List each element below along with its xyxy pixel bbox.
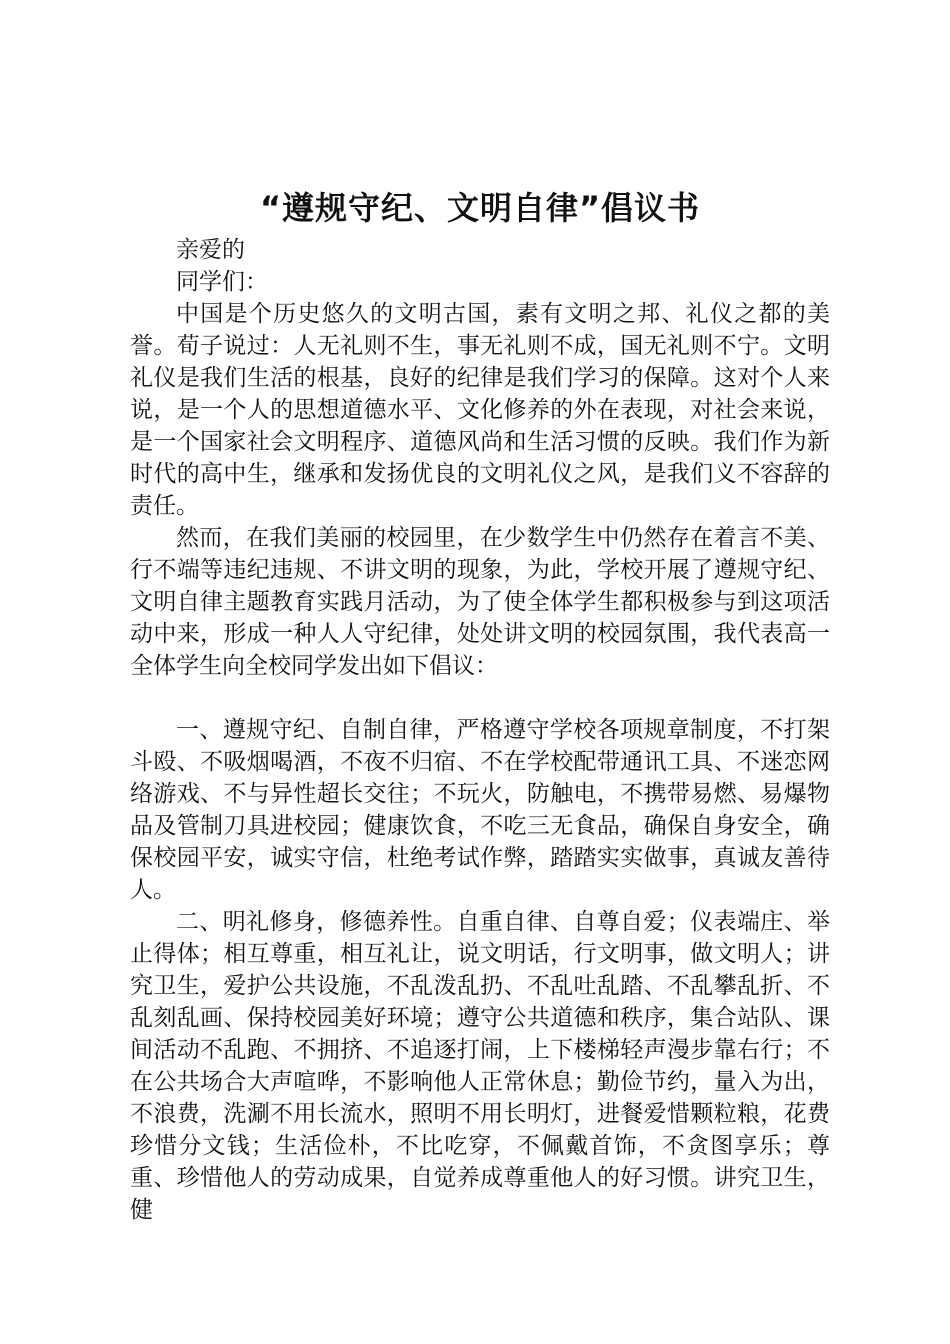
paragraph-proposal-1: 一、遵规守纪、自制自律，严格遵守学校各项规章制度，不打架斗殴、不吸烟喝酒，不夜不归宿、不在学校配带通讯工具、不迷恋网络游戏、不与异性超长交往；不玩火，防触电，不携带易燃、易爆物品及管制刀具进校园；健康饮食，不吃三无食品，确保自身安全，确保校园平安，诚实守信，杜绝考试作弊，踏踏实实做事，真诚友善待人。: [130, 717, 830, 903]
document-title: “遵规守纪、文明自律”倡议书: [259, 189, 701, 227]
paragraph-context: 然而，在我们美丽的校园里，在少数学生中仍然存在着言不美、行不端等违纪违规、不讲文明的现象，为此，学校开展了遵规守纪、文明自律主题教育实践月活动，为了使全体学生都积极参与到这项活动中来，形成一种人人守纪律，处处讲文明的校园氛围，我代表高一全体学生向全校同学发出如下倡议：: [130, 525, 830, 679]
salutation-line-1: 亲爱的: [176, 237, 245, 263]
paragraph-proposal-2: 二、明礼修身，修德养性。自重自律、自尊自爱；仪表端庄、举止得体；相互尊重，相互礼让，说文明话，行文明事，做文明人；讲究卫生，爱护公共设施，不乱泼乱扔、不乱吐乱踏、不乱攀乱折、不乱刻乱画、保持校园美好环境；遵守公共道德和秩序，集合站队、课间活动不乱跑、不拥挤、不追逐打闹，上下楼梯轻声漫步靠右行；不在公共场合大声喧哗，不影响他人正常休息；勤俭节约，量入为出，不浪费，洗涮不用长流水，照明不用长明灯，进餐爱惜颗粒粮，花费珍惜分文钱；生活俭朴，不比吃穿，不佩戴首饰，不贪图享乐；尊重、珍惜他人的劳动成果，自觉养成尊重他人的好习惯。讲究卫生，健: [130, 909, 830, 1223]
document-body: [130, 234, 830, 1226]
paragraph-intro: 中国是个历史悠久的文明古国，素有文明之邦、礼仪之都的美誉。荀子说过：人无礼则不生，事无礼则不成，国无礼则不宁。文明礼仪是我们生活的根基，良好的纪律是我们学习的保障。这对个人来说，是一个人的思想道德水平、文化修养的外在表现，对社会来说，是一个国家社会文明程序、道德风尚和生活习惯的反映。我们作为新时代的高中生，继承和发扬优良的文明礼仪之风，是我们义不容辞的责任。: [130, 301, 830, 519]
paragraph-spacer: [130, 682, 830, 714]
salutation-line-2: 同学们：: [176, 269, 268, 295]
